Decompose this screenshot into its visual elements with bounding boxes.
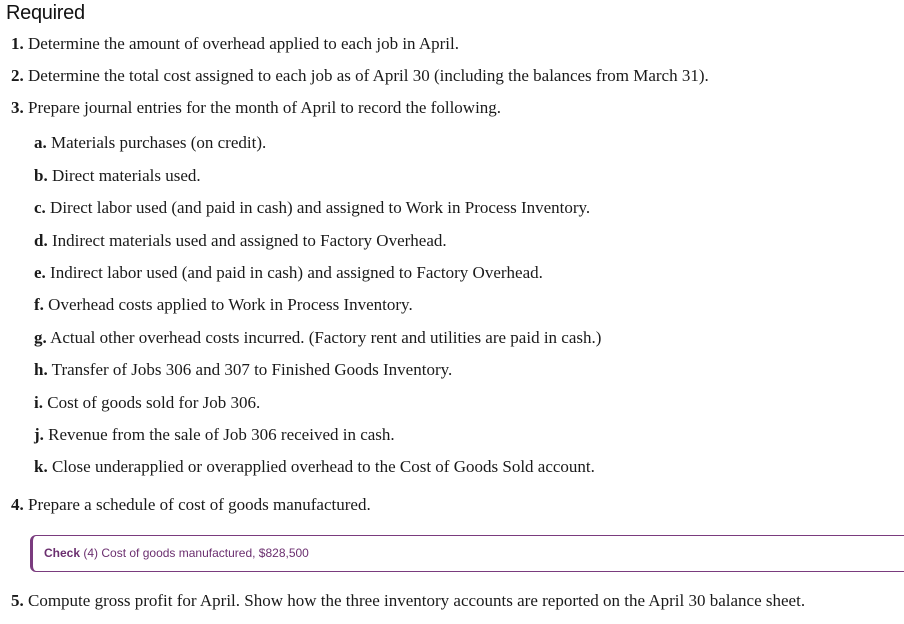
question-number: 4.: [11, 495, 24, 514]
sub-item-text: Direct labor used (and paid in cash) and assigned to Work in Process Inventory.: [50, 198, 591, 217]
sub-item-letter: d.: [34, 231, 48, 250]
sub-item-letter: j.: [34, 425, 44, 444]
sub-item-letter: h.: [34, 360, 48, 379]
sub-item-text: Materials purchases (on credit).: [51, 133, 267, 152]
sub-item-text: Transfer of Jobs 306 and 307 to Finished Goods Inventory.: [51, 360, 453, 379]
question-number: 5.: [11, 591, 24, 610]
question-2: [11, 66, 709, 86]
sub-item-letter: c.: [34, 198, 46, 217]
sub-item-d: [34, 231, 447, 251]
sub-item-f: [34, 295, 413, 315]
question-1: [11, 34, 459, 54]
sub-item-letter: k.: [34, 457, 48, 476]
question-3: [11, 98, 501, 118]
question-text: Compute gross profit for April. Show how the three inventory accounts are reported on the April 30 balance sheet.: [28, 591, 806, 610]
question-text: Determine the total cost assigned to each job as of April 30 (including the balances from March 31).: [28, 66, 709, 85]
sub-item-letter: i.: [34, 393, 43, 412]
check-text: [44, 546, 309, 560]
sub-item-k: [34, 457, 595, 477]
sub-item-text: Cost of goods sold for Job 306.: [47, 393, 261, 412]
check-callout: [30, 535, 904, 572]
sub-item-letter: b.: [34, 166, 48, 185]
sub-item-text: Indirect materials used and assigned to Factory Overhead.: [51, 231, 447, 250]
sub-item-i: [34, 393, 260, 413]
sub-item-text: Revenue from the sale of Job 306 received in cash.: [48, 425, 395, 444]
sub-item-j: [34, 425, 395, 445]
question-number: 3.: [11, 98, 24, 117]
sub-item-text: Close underapplied or overapplied overhead to the Cost of Goods Sold account.: [51, 457, 595, 476]
check-label: Check: [44, 546, 81, 560]
question-number: 1.: [11, 34, 24, 53]
sub-item-text: Overhead costs applied to Work in Process Inventory.: [48, 295, 413, 314]
sub-item-letter: e.: [34, 263, 46, 282]
check-value: (4) Cost of goods manufactured, $828,500: [83, 546, 309, 560]
sub-item-letter: a.: [34, 133, 47, 152]
section-heading: Required: [6, 2, 85, 24]
question-text: Determine the amount of overhead applied to each job in April.: [28, 34, 460, 53]
sub-item-text: Actual other overhead costs incurred. (Factory rent and utilities are paid in cash.): [50, 328, 602, 347]
question-text: Prepare a schedule of cost of goods manufactured.: [28, 495, 371, 514]
sub-item-letter: f.: [34, 295, 44, 314]
sub-item-text: Direct materials used.: [51, 166, 201, 185]
question-5: [11, 591, 805, 611]
question-4: [11, 495, 371, 515]
sub-item-a: [34, 133, 266, 153]
sub-item-b: [34, 166, 201, 186]
sub-item-c: [34, 198, 590, 218]
sub-item-g: [34, 328, 601, 348]
sub-item-text: Indirect labor used (and paid in cash) and assigned to Factory Overhead.: [50, 263, 543, 282]
sub-item-e: [34, 263, 543, 283]
question-number: 2.: [11, 66, 24, 85]
sub-item-h: [34, 360, 452, 380]
question-text: Prepare journal entries for the month of April to record the following.: [28, 98, 502, 117]
sub-item-letter: g.: [34, 328, 47, 347]
